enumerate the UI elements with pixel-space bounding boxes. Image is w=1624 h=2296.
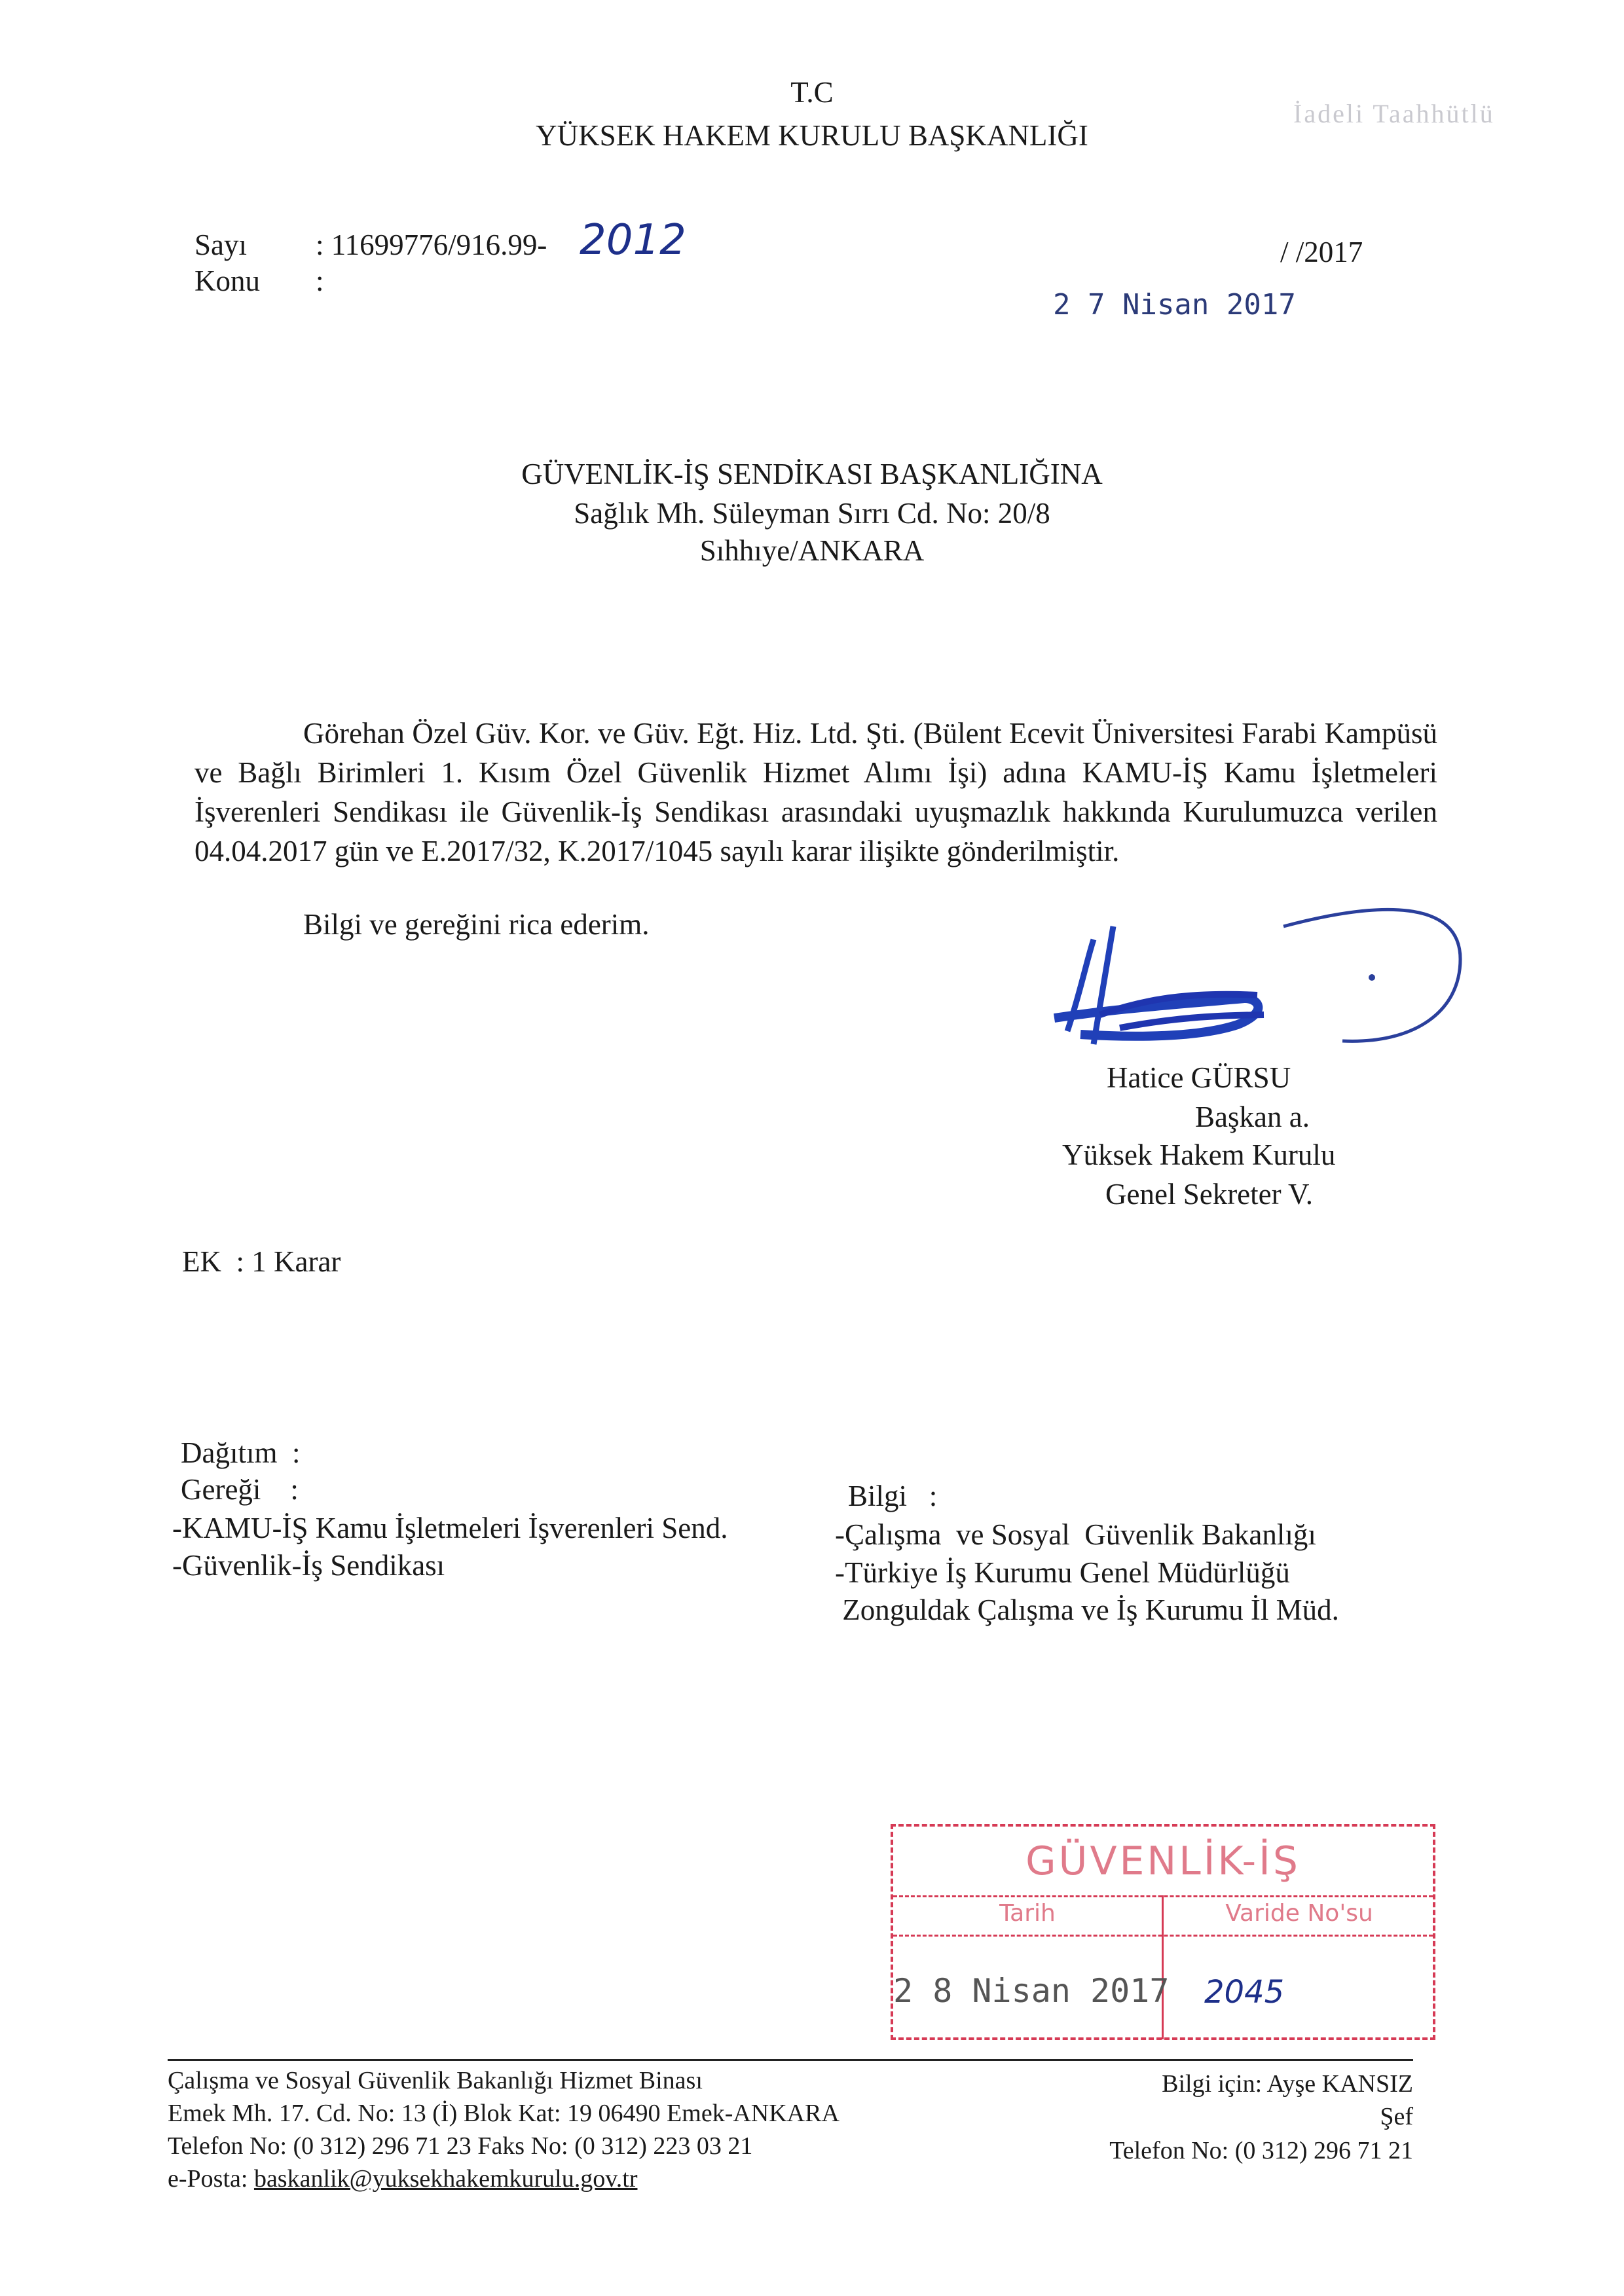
stamp-date: 2 8 Nisan 2017	[893, 1972, 1170, 2010]
stamp-col-number: Varide No'su	[1225, 1900, 1373, 1927]
footer-rule	[168, 2059, 1413, 2061]
gereği-item-1: -KAMU-İŞ Kamu İşletmeleri İşverenleri Send.	[172, 1512, 728, 1544]
gereği-label: Gereği :	[181, 1473, 299, 1506]
footer-phone: Telefon No: (0 312) 296 71 23 Faks No: (0 312) 223 03 21	[168, 2132, 753, 2160]
registered-mail-stamp: İadeli Taahhütlü	[1293, 99, 1495, 128]
recipient-city: Sıhhıye/ANKARA	[699, 534, 925, 567]
footer-contact: Bilgi için: Ayşe KANSIZ	[1162, 2070, 1413, 2098]
stamp-col-date: Tarih	[999, 1900, 1056, 1927]
bilgi-item-2: -Türkiye İş Kurumu Genel Müdürlüğü	[835, 1556, 1290, 1589]
footer-role: Şef	[1380, 2103, 1413, 2130]
footer-address-1: Çalışma ve Sosyal Güvenlik Bakanlığı Hizmet Binası	[168, 2067, 703, 2094]
signatory-name: Hatice GÜRSU	[1107, 1061, 1291, 1094]
sayi-handwritten-number: 2012	[580, 216, 686, 264]
bilgi-item-3: Zonguldak Çalışma ve İş Kurumu İl Müd.	[835, 1594, 1339, 1626]
closing-line: Bilgi ve gereğini rica ederim.	[303, 908, 650, 941]
institution-title: YÜKSEK HAKEM KURULU BAŞKANLIĞI	[536, 119, 1088, 152]
body-paragraph: Görehan Özel Güv. Kor. ve Güv. Eğt. Hiz. Ltd. Şti. (Bülent Ecevit Üniversitesi Farabi Kampüsü ve Bağlı Birimleri 1. Kısım Özel Güvenlik Hizmet Alımı İşi) adına KAMU-İŞ Kamu İşletmeleri İşverenleri Sendikası ile Güvenlik-İş Sendikası arasındaki uyuşmazlık hakkında Kurulumuzca verilen 04.04.2017 gün ve E.2017/32, K.2017/1045 sayılı karar ilişikte gönderilmiştir.	[194, 717, 1437, 867]
signatory-title-2: Yüksek Hakem Kurulu	[1062, 1139, 1336, 1171]
printed-date: / /2017	[1280, 236, 1363, 268]
footer-address-2: Emek Mh. 17. Cd. No: 13 (İ) Blok Kat: 19 06490 Emek-ANKARA	[168, 2100, 840, 2127]
gereği-item-2: -Güvenlik-İş Sendikası	[172, 1549, 445, 1582]
stamp-number: 2045	[1204, 1974, 1285, 2011]
bilgi-item-1: -Çalışma ve Sosyal Güvenlik Bakanlığı	[835, 1518, 1316, 1551]
sayi-label: Sayı	[194, 228, 248, 261]
signature-drawing	[1041, 887, 1473, 1077]
bilgi-label: Bilgi :	[848, 1480, 938, 1512]
received-stamp	[891, 1824, 1435, 2040]
attachment-line: EK : 1 Karar	[182, 1245, 341, 1278]
date-stamp: 2 7 Nisan 2017	[1053, 288, 1296, 321]
distribution-heading: Dağıtım :	[181, 1436, 301, 1469]
signatory-title-1: Başkan a.	[1195, 1101, 1310, 1133]
footer-email-row	[168, 2162, 637, 2195]
footer-email-label: e-Posta:	[168, 2165, 248, 2193]
sayi-value: : 11699776/916.99-	[316, 228, 547, 261]
stamp-org: GÜVENLİK-İŞ	[1025, 1838, 1301, 1884]
recipient-address: Sağlık Mh. Süleyman Sırrı Cd. No: 20/8	[574, 497, 1050, 530]
footer-email-link[interactable]: baskanlik@yuksekhakemkurulu.gov.tr	[253, 2165, 638, 2193]
recipient-name: GÜVENLİK-İŞ SENDİKASI BAŞKANLIĞINA	[521, 458, 1103, 490]
konu-value: :	[316, 264, 324, 297]
footer-contact-phone: Telefon No: (0 312) 296 71 21	[1109, 2137, 1413, 2164]
header-tc: T.C	[790, 76, 834, 109]
konu-label: Konu	[194, 264, 260, 297]
stamp-divider-vertical	[1162, 1895, 1164, 2039]
signatory-title-3: Genel Sekreter V.	[1105, 1178, 1313, 1211]
